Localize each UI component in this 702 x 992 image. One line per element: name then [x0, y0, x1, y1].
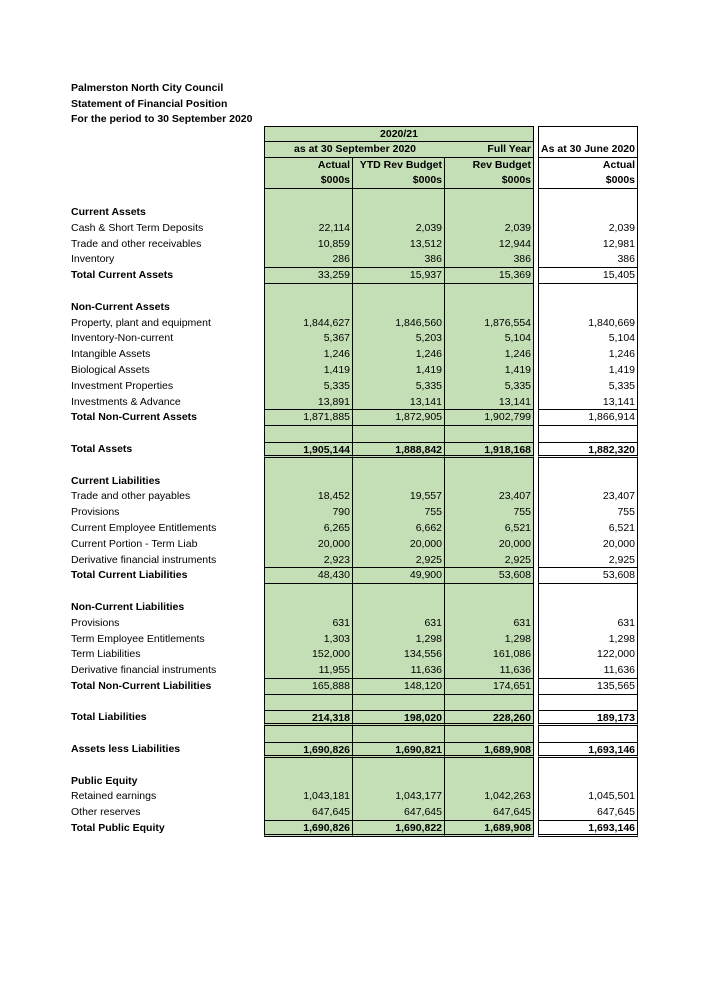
- line-item-row-value-3: 20,000: [445, 537, 534, 553]
- section-heading-value-4: [538, 474, 638, 490]
- spacer-row-value-2: [353, 584, 445, 600]
- spacer-row-value-3: [445, 426, 534, 442]
- line-item-row-value-4: 5,104: [538, 331, 638, 347]
- line-item-row-label: Current Portion - Term Liab: [71, 537, 198, 550]
- spacer-row-value-1: [264, 284, 353, 300]
- header-col-actual: Actual: [264, 158, 353, 174]
- section-heading-value-3: [445, 300, 534, 316]
- line-item-row-label: Inventory-Non-current: [71, 332, 174, 345]
- line-item-row-value-4: 1,840,669: [538, 316, 638, 332]
- line-item-row-value-2: 1,419: [353, 363, 445, 379]
- grand-total-row-label: Total Liabilities: [71, 711, 147, 724]
- line-item-row-label: Trade and other receivables: [71, 237, 202, 250]
- line-item-row-value-3: 1,246: [445, 347, 534, 363]
- spacer-row-value-1: [264, 758, 353, 774]
- subtotal-row-label: Total Public Equity: [71, 822, 165, 835]
- header-col-ytd-rev-budget: YTD Rev Budget: [353, 158, 445, 174]
- spacer-row-value-3: [445, 695, 534, 711]
- grand-total-row-value-3: 1,689,908: [445, 742, 534, 758]
- line-item-row-label: Intangible Assets: [71, 348, 151, 361]
- line-item-row-value-1: 152,000: [264, 647, 353, 663]
- section-heading-value-3: [445, 600, 534, 616]
- line-item-row-value-1: 1,043,181: [264, 789, 353, 805]
- line-item-row-value-4: 1,246: [538, 347, 638, 363]
- section-heading-value-4: [538, 600, 638, 616]
- line-item-row-value-3: 1,876,554: [445, 316, 534, 332]
- subtotal-row-value-4: 53,608: [538, 568, 638, 584]
- line-item-row-value-2: 20,000: [353, 537, 445, 553]
- line-item-row-value-4: 5,335: [538, 379, 638, 395]
- report-period: For the period to 30 September 2020: [71, 113, 253, 125]
- line-item-row-value-3: 23,407: [445, 489, 534, 505]
- line-item-row-value-3: 12,944: [445, 237, 534, 253]
- section-heading-label: Public Equity: [71, 774, 138, 787]
- line-item-row-value-4: 1,419: [538, 363, 638, 379]
- grand-total-row-value-1: 1,905,144: [264, 442, 353, 458]
- spacer-row-value-1: [264, 584, 353, 600]
- line-item-row-value-1: 5,335: [264, 379, 353, 395]
- line-item-row-value-2: 386: [353, 252, 445, 268]
- header-blank: [538, 126, 638, 142]
- line-item-row-label: Property, plant and equipment: [71, 316, 211, 329]
- header-col-rev-budget: Rev Budget: [445, 158, 534, 174]
- line-item-row-value-1: 11,955: [264, 663, 353, 679]
- subtotal-row-value-3: 53,608: [445, 568, 534, 584]
- spacer-row-value-2: [353, 726, 445, 742]
- line-item-row-value-4: 631: [538, 616, 638, 632]
- line-item-row-value-3: 5,104: [445, 331, 534, 347]
- report-title: Statement of Financial Position: [71, 97, 228, 110]
- line-item-row-label: Inventory: [71, 253, 115, 266]
- line-item-row-label: Investment Properties: [71, 379, 174, 392]
- line-item-row-value-3: 13,141: [445, 395, 534, 411]
- line-item-row-value-1: 286: [264, 252, 353, 268]
- line-item-row-value-4: 13,141: [538, 395, 638, 411]
- report-header: [71, 81, 252, 128]
- grand-total-row-label: Assets less Liabilities: [71, 743, 181, 756]
- section-heading-value-4: [538, 300, 638, 316]
- line-item-row-value-4: 1,045,501: [538, 789, 638, 805]
- section-heading-value-2: [353, 205, 445, 221]
- subtotal-row-value-1: 1,871,885: [264, 410, 353, 426]
- spacer-row-value-1: [264, 426, 353, 442]
- spacer-row-value-4: [538, 426, 638, 442]
- header-fullyear: Full Year: [445, 142, 534, 158]
- line-item-row-value-1: 631: [264, 616, 353, 632]
- subtotal-row-value-3: 174,651: [445, 679, 534, 695]
- section-heading-value-1: [264, 474, 353, 490]
- subtotal-row-value-2: 1,872,905: [353, 410, 445, 426]
- line-item-row-value-3: 631: [445, 616, 534, 632]
- subtotal-row-value-3: 1,902,799: [445, 410, 534, 426]
- spacer-row-value-2: [353, 189, 445, 205]
- line-item-row-label: Trade and other payables: [71, 490, 191, 503]
- line-item-row-value-2: 5,335: [353, 379, 445, 395]
- spacer-row-value-3: [445, 284, 534, 300]
- line-item-row-value-4: 386: [538, 252, 638, 268]
- line-item-row-label: Cash & Short Term Deposits: [71, 221, 204, 234]
- line-item-row-value-2: 13,512: [353, 237, 445, 253]
- line-item-row-value-2: 5,203: [353, 331, 445, 347]
- section-heading-value-4: [538, 205, 638, 221]
- grand-total-row-value-2: 198,020: [353, 710, 445, 726]
- line-item-row-value-3: 1,419: [445, 363, 534, 379]
- grand-total-row-value-3: 1,918,168: [445, 442, 534, 458]
- subtotal-row-label: Total Non-Current Liabilities: [71, 679, 212, 692]
- line-item-row-value-1: 6,265: [264, 521, 353, 537]
- spacer-row-value-3: [445, 758, 534, 774]
- line-item-row-value-4: 11,636: [538, 663, 638, 679]
- grand-total-row-value-3: 228,260: [445, 710, 534, 726]
- line-item-row-value-2: 134,556: [353, 647, 445, 663]
- line-item-row-value-4: 12,981: [538, 237, 638, 253]
- unit-c3: $000s: [445, 173, 534, 189]
- line-item-row-value-2: 2,039: [353, 221, 445, 237]
- line-item-row-value-1: 647,645: [264, 805, 353, 821]
- section-heading-label: Non-Current Liabilities: [71, 600, 185, 613]
- subtotal-row-value-1: 48,430: [264, 568, 353, 584]
- line-item-row-label: Term Liabilities: [71, 648, 141, 661]
- line-item-row-label: Provisions: [71, 506, 120, 519]
- spacer-row-value-4: [538, 758, 638, 774]
- section-heading-value-2: [353, 300, 445, 316]
- subtotal-row-value-1: 33,259: [264, 268, 353, 284]
- subtotal-row-label: Total Current Assets: [71, 269, 174, 282]
- header-asat: as at 30 September 2020: [264, 142, 445, 158]
- line-item-row-value-4: 2,039: [538, 221, 638, 237]
- line-item-row-value-1: 13,891: [264, 395, 353, 411]
- spacer-row-value-1: [264, 695, 353, 711]
- line-item-row-value-3: 2,925: [445, 553, 534, 569]
- line-item-row-value-1: 1,419: [264, 363, 353, 379]
- subtotal-row-value-4: 15,405: [538, 268, 638, 284]
- line-item-row-label: Derivative financial instruments: [71, 664, 217, 677]
- line-item-row-value-3: 5,335: [445, 379, 534, 395]
- section-heading-value-2: [353, 600, 445, 616]
- spacer-row-value-3: [445, 189, 534, 205]
- line-item-row-value-2: 755: [353, 505, 445, 521]
- line-item-row-value-4: 2,925: [538, 553, 638, 569]
- org-name: Palmerston North City Council: [71, 82, 224, 94]
- line-item-row-value-3: 755: [445, 505, 534, 521]
- line-item-row-label: Investments & Advance: [71, 395, 181, 408]
- line-item-row-value-1: 10,859: [264, 237, 353, 253]
- header-year: 2020/21: [264, 126, 534, 142]
- subtotal-row-value-2: 15,937: [353, 268, 445, 284]
- section-heading-value-3: [445, 474, 534, 490]
- subtotal-row-label: Total Non-Current Assets: [71, 411, 198, 424]
- spacer-row-value-3: [445, 726, 534, 742]
- line-item-row-label: Current Employee Entitlements: [71, 521, 217, 534]
- spacer-row-value-4: [538, 458, 638, 474]
- spacer-row-value-3: [445, 584, 534, 600]
- unit-c2: $000s: [353, 173, 445, 189]
- line-item-row-value-1: 1,303: [264, 632, 353, 648]
- line-item-row-value-3: 161,086: [445, 647, 534, 663]
- subtotal-row-value-2: 49,900: [353, 568, 445, 584]
- line-item-row-value-2: 631: [353, 616, 445, 632]
- line-item-row-value-2: 1,846,560: [353, 316, 445, 332]
- spacer-row-value-2: [353, 758, 445, 774]
- line-item-row-value-3: 1,042,263: [445, 789, 534, 805]
- spacer-row-value-4: [538, 584, 638, 600]
- line-item-row-value-3: 11,636: [445, 663, 534, 679]
- spacer-row-value-4: [538, 726, 638, 742]
- line-item-row-value-1: 1,844,627: [264, 316, 353, 332]
- grand-total-row-value-4: 189,173: [538, 710, 638, 726]
- section-heading-value-3: [445, 205, 534, 221]
- spacer-row-value-1: [264, 189, 353, 205]
- line-item-row-label: Biological Assets: [71, 363, 150, 376]
- spacer-row-value-1: [264, 726, 353, 742]
- spacer-row-value-2: [353, 695, 445, 711]
- subtotal-row-value-3: 15,369: [445, 268, 534, 284]
- grand-total-row-value-4: 1,882,320: [538, 442, 638, 458]
- spacer-row-value-3: [445, 458, 534, 474]
- header-col-actual-june: Actual: [538, 158, 638, 174]
- line-item-row-value-1: 2,923: [264, 553, 353, 569]
- header-asat-june: As at 30 June 2020: [538, 142, 638, 158]
- subtotal-row-value-1: 165,888: [264, 679, 353, 695]
- grand-total-row-value-1: 214,318: [264, 710, 353, 726]
- spacer-row-value-4: [538, 284, 638, 300]
- subtotal-row-value-4: 135,565: [538, 679, 638, 695]
- spacer-row-value-1: [264, 458, 353, 474]
- subtotal-row-value-2: 148,120: [353, 679, 445, 695]
- subtotal-row-label: Total Current Liabilities: [71, 569, 188, 582]
- line-item-row-value-2: 2,925: [353, 553, 445, 569]
- section-heading-value-4: [538, 774, 638, 790]
- line-item-row-value-4: 122,000: [538, 647, 638, 663]
- line-item-row-value-2: 1,043,177: [353, 789, 445, 805]
- section-heading-label: Non-Current Assets: [71, 300, 170, 313]
- grand-total-row-value-4: 1,693,146: [538, 742, 638, 758]
- line-item-row-value-2: 647,645: [353, 805, 445, 821]
- subtotal-row-value-2: 1,690,822: [353, 821, 445, 837]
- line-item-row-value-1: 20,000: [264, 537, 353, 553]
- line-item-row-value-3: 1,298: [445, 632, 534, 648]
- line-item-row-value-2: 11,636: [353, 663, 445, 679]
- line-item-row-value-4: 755: [538, 505, 638, 521]
- line-item-row-value-2: 1,246: [353, 347, 445, 363]
- line-item-row-value-1: 18,452: [264, 489, 353, 505]
- line-item-row-value-3: 6,521: [445, 521, 534, 537]
- line-item-row-value-4: 6,521: [538, 521, 638, 537]
- line-item-row-label: Retained earnings: [71, 790, 157, 803]
- section-heading-value-1: [264, 600, 353, 616]
- line-item-row-value-2: 6,662: [353, 521, 445, 537]
- line-item-row-label: Term Employee Entitlements: [71, 632, 205, 645]
- spacer-row-value-2: [353, 426, 445, 442]
- line-item-row-value-3: 647,645: [445, 805, 534, 821]
- section-heading-value-2: [353, 474, 445, 490]
- section-heading-label: Current Assets: [71, 205, 146, 218]
- line-item-row-value-3: 2,039: [445, 221, 534, 237]
- line-item-row-label: Derivative financial instruments: [71, 553, 217, 566]
- line-item-row-value-1: 1,246: [264, 347, 353, 363]
- line-item-row-value-2: 13,141: [353, 395, 445, 411]
- subtotal-row-value-4: 1,693,146: [538, 821, 638, 837]
- unit-c1: $000s: [264, 173, 353, 189]
- line-item-row-value-4: 1,298: [538, 632, 638, 648]
- line-item-row-value-1: 22,114: [264, 221, 353, 237]
- unit-c4: $000s: [538, 173, 638, 189]
- line-item-row-value-4: 20,000: [538, 537, 638, 553]
- subtotal-row-value-1: 1,690,826: [264, 821, 353, 837]
- section-heading-value-1: [264, 300, 353, 316]
- section-heading-value-3: [445, 774, 534, 790]
- spacer-row-value-4: [538, 189, 638, 205]
- spacer-row-value-2: [353, 284, 445, 300]
- line-item-row-value-2: 1,298: [353, 632, 445, 648]
- line-item-row-value-3: 386: [445, 252, 534, 268]
- line-item-row-value-4: 647,645: [538, 805, 638, 821]
- grand-total-row-value-2: 1,690,821: [353, 742, 445, 758]
- line-item-row-label: Provisions: [71, 616, 120, 629]
- line-item-row-value-1: 5,367: [264, 331, 353, 347]
- section-heading-value-2: [353, 774, 445, 790]
- grand-total-row-label: Total Assets: [71, 442, 133, 455]
- line-item-row-value-2: 19,557: [353, 489, 445, 505]
- spacer-row-value-2: [353, 458, 445, 474]
- section-heading-value-1: [264, 205, 353, 221]
- section-heading-value-1: [264, 774, 353, 790]
- line-item-row-label: Other reserves: [71, 806, 141, 819]
- line-item-row-value-4: 23,407: [538, 489, 638, 505]
- line-item-row-value-1: 790: [264, 505, 353, 521]
- section-heading-label: Current Liabilities: [71, 474, 161, 487]
- subtotal-row-value-3: 1,689,908: [445, 821, 534, 837]
- grand-total-row-value-2: 1,888,842: [353, 442, 445, 458]
- subtotal-row-value-4: 1,866,914: [538, 410, 638, 426]
- grand-total-row-value-1: 1,690,826: [264, 742, 353, 758]
- spacer-row-value-4: [538, 695, 638, 711]
